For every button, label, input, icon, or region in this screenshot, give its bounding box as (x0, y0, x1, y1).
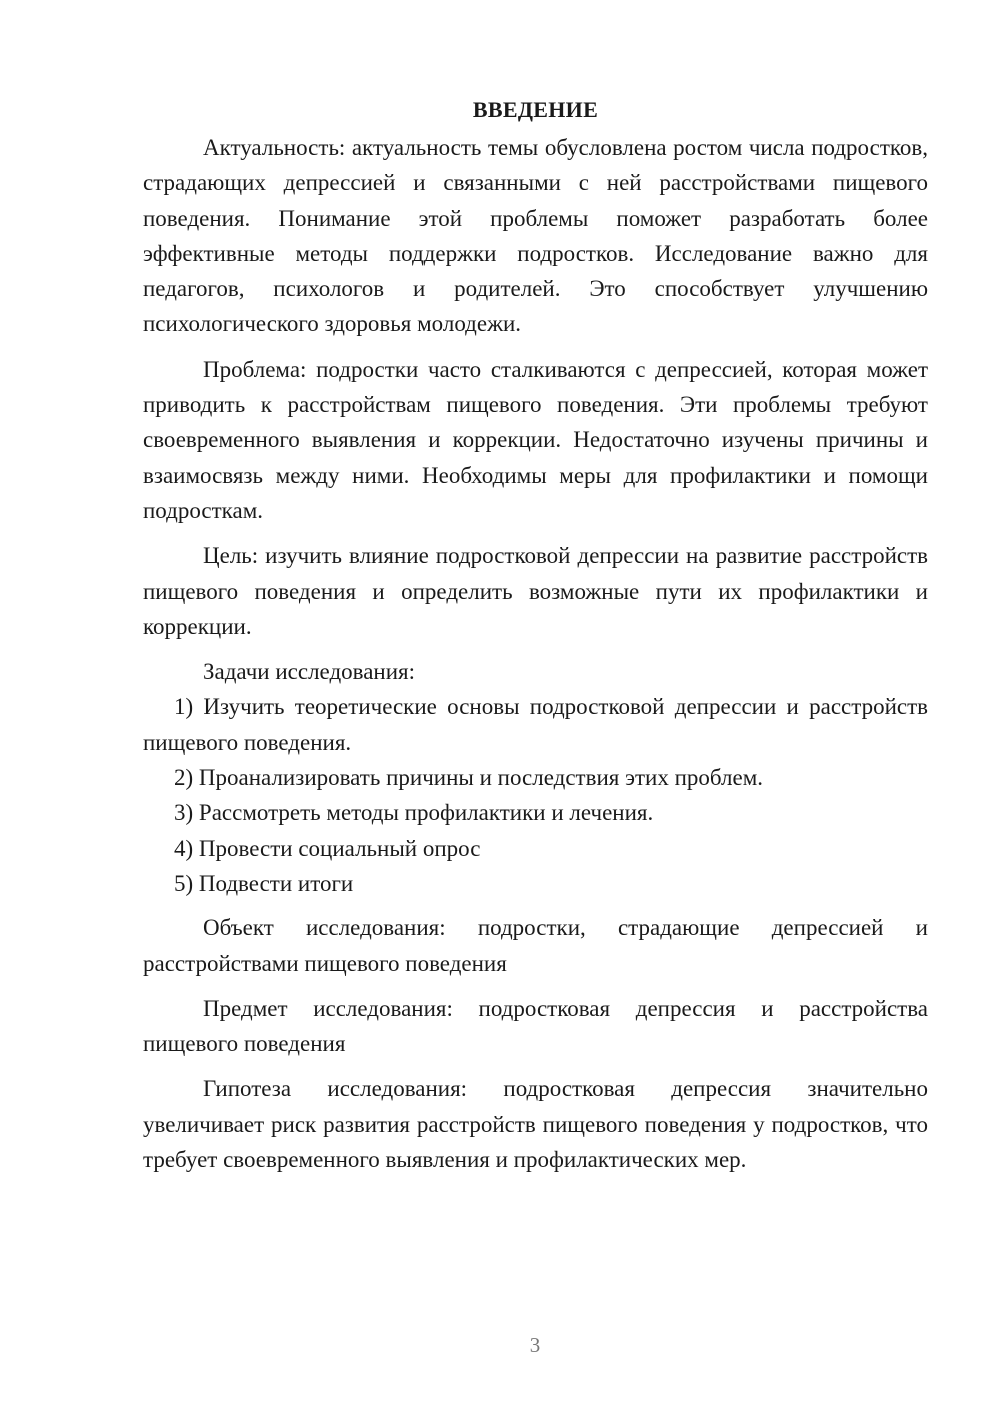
tasks-heading: Задачи исследования: (203, 659, 416, 685)
task-item: 2) Проанализировать причины и последствия этих проблем. (174, 765, 763, 791)
task-item: 4) Провести социальный опрос (174, 835, 481, 861)
subject-paragraph: Предмет исследования: подростковая депрессия и расстройства пищевого поведения (143, 995, 928, 1057)
object-paragraph: Объект исследования: подростки, страдающие депрессией и расстройствами пищевого поведения (143, 915, 928, 976)
page-content (143, 92, 928, 1177)
hypothesis-paragraph: Гипотеза исследования: подростковая депрессия значительно увеличивает риск развития расстройств пищевого поведения у подростков, что требует своевременного выявления и профилактических мер. (143, 1076, 928, 1173)
task-item: 1) Изучить теоретические основы подростковой депрессии и расстройств пищевого поведения. (143, 694, 928, 755)
task-item: 5) Подвести итоги (174, 870, 354, 896)
page-number: 3 (529, 1333, 541, 1357)
page-title: ВВЕДЕНИЕ (472, 97, 599, 122)
goal-paragraph: Цель: изучить влияние подростковой депрессии на развитие расстройств пищевого поведения и определить возможные пути их профилактики и коррекции. (143, 543, 928, 639)
relevance-paragraph: Актуальность: актуальность темы обусловлена ростом числа подростков, страдающих депрессией и связанными с ней расстройствами пищевого поведения. Понимание этой проблемы поможет разработать более эффективные методы поддержки подростков. Исследование важно для педагогов, психологов и родителей. Это способствует улучшению психологического здоровья молодежи. (143, 135, 928, 337)
task-item: 3) Рассмотреть методы профилактики и лечения. (174, 800, 654, 826)
problem-paragraph: Проблема: подростки часто сталкиваются с депрессией, которая может приводить к расстройствам пищевого поведения. Эти проблемы требуют своевременного выявления и коррекции. Недостаточно изучены причины и взаимосвязь между ними. Необходимы меры для профилактики и помощи подросткам. (143, 356, 928, 523)
